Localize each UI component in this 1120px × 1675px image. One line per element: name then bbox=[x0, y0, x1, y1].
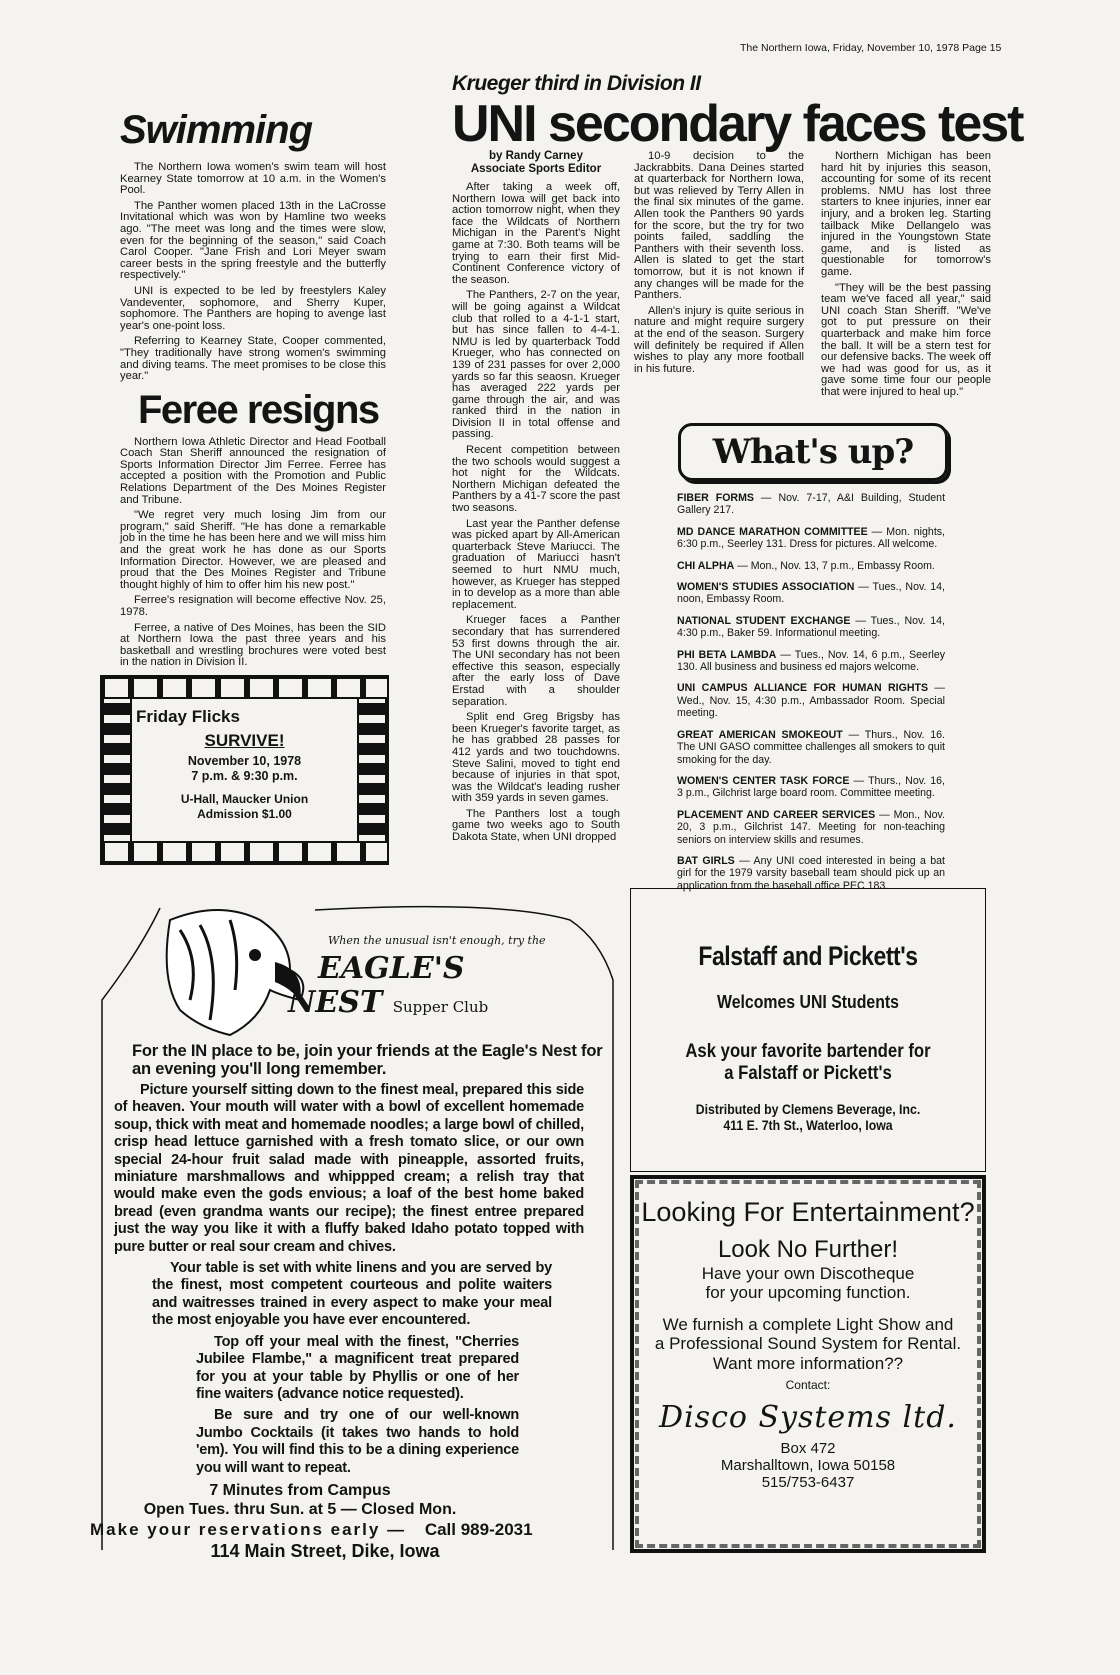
disco-line-1: Have your own Discotheque bbox=[701, 1263, 915, 1283]
disco-line-3: We furnish a complete Light Show and bbox=[662, 1314, 954, 1334]
falstaff-ask-2: a Falstaff or Pickett's bbox=[724, 1063, 892, 1084]
swimming-article bbox=[120, 162, 386, 383]
event-item bbox=[677, 492, 945, 517]
eagles-nest-ad bbox=[90, 890, 615, 1590]
paragraph: Northern Michigan has been hard hit by injuries this season, accounting for some of its recent problems. NMU has lost three starters to knee injuries, inner ear injury, and a broken leg. Starting tailback Mike Dellangelo was injured in the Youngstown State game, and is listed as questionable for tomorrow's game. bbox=[821, 150, 991, 278]
event-separator: — bbox=[928, 682, 945, 695]
disco-systems-ad bbox=[630, 1175, 986, 1553]
paragraph: The Panthers, 2-7 on the year, will be going against a Wildcat club that rolled to a 4-1-1 start, but has since fallen to 4-4-1. NMU is led by quarterback Todd Krueger, who has connected on 139 of 231 passes for over 2,000 yards so far this seaosn. Krueger has averaged 222 yards per game through the air, and was ranked third in the nation in Division II in total offense and passing. bbox=[452, 289, 620, 441]
disco-line-4: a Professional Sound System for Rental. bbox=[654, 1334, 962, 1354]
event-details: Any UNI coed interested in being a bat girl for the 1979 varsity baseball team should pick up an application from the baseball office PEC 183. bbox=[677, 854, 945, 892]
flicks-date: November 10, 1978 bbox=[187, 753, 302, 768]
swimming-headline: Swimming bbox=[120, 108, 313, 152]
disco-contact: Contact: bbox=[785, 1378, 831, 1393]
flicks-admission: Admission $1.00 bbox=[197, 806, 292, 821]
falstaff-ask-1: Ask your favorite bartender for bbox=[685, 1041, 931, 1062]
logo-suffix: Supper Club bbox=[392, 998, 489, 1016]
paragraph: "We regret very much losing Jim from our program," said Sheriff. "He has done a remarkable job in the time he has been here and we will miss him and the great work he has done as our Sports Information Director. However, we are pleased and proud that the Des Moines Register and Tribune thought highly of him to offer him his new post." bbox=[120, 509, 386, 591]
story-headline: UNI secondary faces test bbox=[452, 95, 1023, 153]
event-separator: — bbox=[850, 614, 871, 627]
eagle-reserve-text: Make your reservations early — bbox=[90, 1519, 407, 1539]
event-details: Mon., Nov. 13, 7 p.m., Embassy Room. bbox=[750, 559, 935, 572]
falstaff-ad bbox=[630, 888, 986, 1172]
paragraph: Ferree's resignation will become effective Nov. 25, 1978. bbox=[120, 594, 386, 618]
falstaff-address: 411 E. 7th St., Waterloo, Iowa bbox=[723, 1117, 893, 1133]
falstaff-distributor: Distributed by Clemens Beverage, Inc. bbox=[695, 1101, 921, 1117]
paragraph: UNI is expected to be led by freestylers Kaley Vandeventer, sophomore, and Sherry Kuper, sophomore. The Panthers are hoping to avenge last year's one-point loss. bbox=[120, 284, 386, 332]
event-separator: — bbox=[753, 492, 779, 504]
event-name: MD DANCE MARATHON COMMITTEE bbox=[677, 525, 868, 538]
paragraph: The Northern Iowa women's swim team will host Kearney State tomorrow at 10 a.m. in the Women's Pool. bbox=[120, 161, 386, 197]
event-name: BAT GIRLS bbox=[677, 854, 735, 867]
flicks-title: Friday Flicks bbox=[136, 706, 240, 726]
event-separator: — bbox=[842, 728, 865, 741]
paragraph: Referring to Kearney State, Cooper commented, "They traditionally have strong women's swimming and diving teams. The meet promises to be close this year." bbox=[120, 335, 386, 383]
paragraph: Northern Iowa Athletic Director and Head Football Coach Stan Sheriff announced the resignation of Sports Information Director Jim Ferree. Ferree has accepted a position with the Promotion and Public Relations Department of the Des Moines Register and Tribune. bbox=[120, 435, 386, 506]
eagle-body bbox=[90, 1042, 615, 1562]
event-details: Wed., Nov. 15, 4:30 p.m., Ambassador Room. Special meeting. bbox=[677, 694, 945, 720]
paragraph: Allen's injury is quite serious in nature and might require surgery at the end of the season. Surgery will definitely be required if Allen wishes to play any more football in his future. bbox=[634, 304, 804, 375]
event-item bbox=[677, 729, 945, 766]
eagles-nest-logo bbox=[288, 951, 489, 1024]
event-details: Thurs., Nov. 16, 3 p.m., Gilchrist large board room. Committee meeting. bbox=[677, 774, 946, 800]
eagle-lead: For the IN place to be, join your friends at the Eagle's Nest for an evening you'll long remember. bbox=[132, 1042, 603, 1078]
ferree-article bbox=[120, 437, 386, 669]
story-column-1 bbox=[452, 150, 620, 848]
paragraph: Recent competition between the two schools would suggest a hot night for the Wildcats. Northern Michigan defeated the Panthers by a 41-7 score the past two seasons. bbox=[452, 444, 620, 515]
paragraph: Krueger faces a Panther secondary that has surrendered 53 first downs through the air. The UNI secondary has not been effective this season, especially after the early loss of Dave Erstad with a shoulder separation. bbox=[452, 614, 620, 708]
falstaff-title: Falstaff and Pickett's bbox=[698, 941, 918, 971]
event-details: Tues., Nov. 14, 6 p.m., Seerley 130. All business and business ed majors welcome. bbox=[677, 648, 946, 674]
left-column bbox=[120, 106, 386, 865]
logo-line-2: NEST Supper Club bbox=[288, 985, 489, 1020]
event-item bbox=[677, 855, 945, 892]
event-separator: — bbox=[849, 774, 869, 787]
ferree-headline: Feree resigns bbox=[138, 387, 379, 432]
event-name: WOMEN'S CENTER TASK FORCE bbox=[677, 774, 850, 787]
film-strip-top bbox=[102, 677, 387, 699]
eagle-p3: Top off your meal with the finest, "Cherries Jubilee Flambe," a magnificent treat prepared for you at your table by Phyllis or one of her fine waiters (advance notice requested). bbox=[196, 1333, 519, 1402]
event-separator: — bbox=[776, 648, 795, 661]
event-item bbox=[677, 649, 945, 674]
event-name: PLACEMENT AND CAREER SERVICES bbox=[677, 808, 876, 821]
event-name: GREAT AMERICAN SMOKEOUT bbox=[677, 728, 843, 741]
friday-flicks-ad bbox=[100, 675, 389, 865]
paragraph: Last year the Panther defense was picked apart by All-American quarterback Steve Mariucci. The graduation of Mariucci hasn't seemed to hurt NMU much, however, as Krueger has stepped in to develop as a more than able replacement. bbox=[452, 517, 620, 611]
flicks-movie: SURVIVE! bbox=[204, 730, 285, 750]
eagle-p1: Picture yourself sitting down to the finest meal, prepared this side of heaven. Your mouth will water with a bowl of excellent homemade soup, thick with meat and homemade noodles; a large bowl of chilled, crisp head lettuce garnished with a fresh tomato slice, or our own special 24-hour fruit salad made with pineapple, assorted fruits, miniature marshmallows and whippped cream; a relish tray that would make even the gods envious; a loaf of the best home baked bread (even grandma wants our recipe); the finest entree prepared just the way you like it with a fluffy baked Idaho potato topped with pure butter or real sour cream and chives. bbox=[114, 1082, 584, 1255]
disco-headline: Looking For Entertainment? bbox=[641, 1197, 975, 1227]
eagle-p4: Be sure and try one of our well-known Jumbo Cocktails (it takes two hands to hold 'em). You will find this to be a dining experience you will want to repeat. bbox=[196, 1407, 519, 1476]
event-item bbox=[677, 615, 945, 640]
paragraph: 10-9 decision to the Jackrabbits. Dana Deines started at quarterback for Northern Iowa, but was relieved by Terry Allen in the final six minutes of the game. Allen took the Panthers 90 yards for the score, but the try for two points failed, saddling the Panthers with their seventh loss. Allen is slated to get the start tomorrow, but it is not known if any changes will be made for the Panthers. bbox=[634, 150, 804, 302]
eagle-tagline: When the unusual isn't enough, try the bbox=[328, 934, 546, 947]
page-folio: The Northern Iowa, Friday, November 10, 1978 Page 15 bbox=[740, 42, 1002, 54]
event-item bbox=[677, 682, 945, 719]
film-strip-left bbox=[102, 699, 132, 841]
eagle-p2: Your table is set with white linens and you are served by the finest, most competent courteous and polite waiters and waitresses trained in every aspect to make your meal the most enjoyable you have ever encountered. bbox=[152, 1260, 552, 1329]
event-item bbox=[677, 775, 945, 800]
disco-subhead: Look No Further! bbox=[717, 1236, 899, 1264]
events-list bbox=[677, 492, 945, 901]
disco-city: Marshalltown, Iowa 50158 bbox=[720, 1456, 896, 1474]
event-details: Mon., Nov. 20, 3 p.m., Gilchrist 147. Meeting for non-teaching seniors on interview skills and resumes. bbox=[677, 808, 946, 846]
flicks-location: U-Hall, Maucker Union bbox=[180, 791, 309, 806]
event-separator: — bbox=[867, 525, 887, 538]
story-column-3 bbox=[821, 151, 991, 402]
event-details: Mon. nights, 6:30 p.m., Seerley 131. Dress for pictures. All welcome. bbox=[677, 525, 945, 551]
event-name: NATIONAL STUDENT EXCHANGE bbox=[677, 614, 851, 627]
event-item bbox=[677, 526, 945, 551]
film-strip-bottom bbox=[102, 841, 387, 863]
story-column-2 bbox=[634, 151, 804, 379]
story-kicker: Krueger third in Division II bbox=[452, 72, 701, 95]
event-separator: — bbox=[734, 854, 754, 867]
eagle-phone: Call 989-2031 bbox=[424, 1519, 533, 1539]
flicks-times: 7 p.m. & 9:30 p.m. bbox=[191, 768, 298, 783]
event-name: WOMEN'S STUDIES ASSOCIATION bbox=[677, 581, 855, 594]
byline-title: Associate Sports Editor bbox=[470, 163, 602, 175]
falstaff-welcome: Welcomes UNI Students bbox=[717, 992, 899, 1012]
event-name: CHI ALPHA bbox=[677, 559, 735, 572]
event-item bbox=[677, 809, 945, 846]
disco-line-2: for your upcoming function. bbox=[705, 1283, 911, 1303]
paragraph: The Panther women placed 13th in the LaCrosse Invitational which was won by Hamline two weeks ago. "The meet was long and the times were slow, even for the beginning of the season," said Coach Carol Cooper. "Jane Frish and Lori Meyer swam career bests in the spring freestyle and the butterfly respectively." bbox=[120, 199, 386, 282]
eagle-hours: Open Tues. thru Sun. at 5 — Closed Mon. bbox=[143, 1500, 457, 1518]
disco-phone: 515/753-6437 bbox=[761, 1474, 855, 1492]
eagle-reservations bbox=[90, 1519, 615, 1540]
paragraph: The Panthers lost a tough game two weeks ago to South Dakota State, when UNI dropped bbox=[452, 807, 620, 844]
event-name: UNI CAMPUS ALLIANCE FOR HUMAN RIGHTS bbox=[677, 682, 929, 695]
event-details: Tues., Nov. 14, 4:30 p.m., Baker 59. Informationul meeting. bbox=[677, 614, 945, 640]
event-separator: — bbox=[734, 559, 751, 572]
eagle-address: 114 Main Street, Dike, Iowa bbox=[210, 1540, 440, 1561]
event-separator: — bbox=[875, 808, 894, 821]
event-item bbox=[677, 581, 945, 606]
whats-up-banner: What's up? bbox=[678, 423, 948, 481]
story-column-1-text bbox=[452, 182, 620, 844]
logo-line-1: EAGLE'S bbox=[318, 951, 465, 986]
paragraph: Ferree, a native of Des Moines, has been the SID at Northern Iowa the past three years and his basketball and wrestling brochures were voted best in the nation in Division II. bbox=[120, 621, 386, 669]
paragraph: After taking a week off, Northern Iowa will get back into action tomorrow night, when they face the Wildcats of Northern Michigan in the Parent's Night game at 7:30. Both teams will be trying to earn their first Mid-Continent Conference victory of the season. bbox=[452, 181, 620, 286]
byline-author: by Randy Carney bbox=[489, 150, 583, 162]
disco-line-5: Want more information?? bbox=[712, 1353, 904, 1373]
byline bbox=[452, 150, 620, 176]
event-details: Thurs., Nov. 16. The UNI GASO committee challenges all smokers to quit smoking for the day. bbox=[677, 728, 945, 766]
event-details: Nov. 7-17, A&I Building, Student Gallery 217. bbox=[677, 492, 946, 517]
film-strip-right bbox=[357, 699, 387, 841]
disco-logo: Disco Systems ltd. bbox=[659, 1400, 957, 1436]
disco-box: Box 472 bbox=[780, 1439, 836, 1457]
event-separator: — bbox=[854, 581, 873, 594]
event-name: FIBER FORMS bbox=[677, 492, 754, 504]
paragraph: "They will be the best passing team we've faced all year," said UNI coach Stan Sheriff. "We've got to put pressure on their quarterback and make him force the ball. It will be a stern test for our defensive backs. The week off we had was good for us, as it gave some time four our people that were injured to heal up." bbox=[821, 281, 991, 398]
event-details: Tues., Nov. 14, noon, Embassy Room. bbox=[677, 581, 945, 606]
event-name: PHI BETA LAMBDA bbox=[677, 648, 777, 661]
eagle-distance: 7 Minutes from Campus bbox=[209, 1481, 391, 1499]
event-item bbox=[677, 560, 945, 572]
paragraph: Split end Greg Brigsby has been Krueger's favorite target, as he has grabbed 28 passes for 412 yards and two touchdowns. Steve Salini, moved to tight end because of injuries in that spot, was the Wildcat's leading rusher with 359 yards in seven games. bbox=[452, 711, 620, 805]
